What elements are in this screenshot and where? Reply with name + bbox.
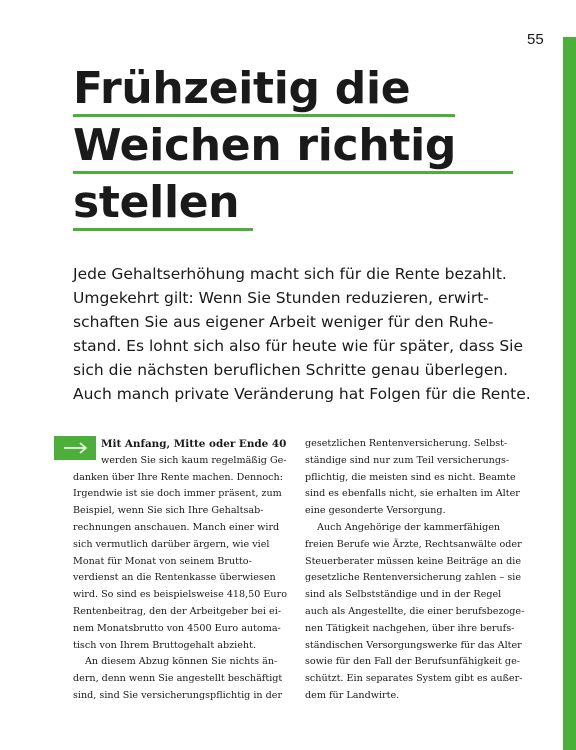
body-line: schützt. Ein separates System gibt es außer- (305, 673, 523, 685)
body-line: freien Berufe wie Ärzte, Rechtsanwälte oder (305, 538, 522, 550)
body-line: nen Tätigkeit nachgehen, über ihre berufs- (305, 622, 515, 634)
lead-line: Jede Gehaltserhöhung macht sich für die Rente bezahlt. (73, 265, 507, 283)
lead-line: stand. Es lohnt sich also für heute wie für später, dass Sie (73, 337, 524, 355)
page-title (73, 60, 456, 231)
body-line: danken über Ihre Rente machen. Dennoch: (73, 471, 283, 483)
body-line: Irgendwie ist sie doch immer präsent, zum (73, 488, 282, 500)
body-line: Beispiel, wenn Sie sich Ihre Gehaltsab- (73, 505, 264, 517)
page-number: 55 (527, 31, 544, 48)
title-line-1: Frühzeitig die (73, 60, 456, 117)
lead-line: sich die nächsten beruflichen Schritte genau überlegen. (73, 361, 509, 379)
body-line: sowie für den Fall der Berufsunfähigkeit ge- (305, 656, 520, 668)
title-line-3: stellen (73, 174, 456, 231)
body-line: tisch von Ihrem Bruttogehalt abzieht. (73, 639, 256, 651)
lead-line: Auch manch private Veränderung hat Folgen für die Rente. (73, 385, 531, 403)
body-line: ständischen Versorgungswerke für das Alter (305, 639, 522, 651)
title-line-2: Weichen richtig (73, 117, 456, 174)
body-line: dem für Landwirte. (305, 689, 400, 701)
page-edge-accent-bar (563, 37, 576, 750)
body-line: Monat für Monat von seinem Brutto- (73, 555, 252, 567)
body-line: auch als Angestellte, die einer berufsbezoge- (305, 605, 525, 617)
lead-paragraph (73, 262, 531, 406)
body-line: dern, denn wenn Sie angestellt beschäftigt (73, 673, 283, 685)
body-line: Steuerberater müssen keine Beiträge an die (305, 555, 521, 567)
body-line: gesetzliche Rentenversicherung zahlen – sie (305, 572, 522, 584)
body-column-left (73, 436, 289, 705)
body-line: Auch Angehörige der kammerfähigen (317, 521, 501, 533)
body-line: nem Monatsbrutto von 4500 Euro automa- (73, 622, 281, 634)
body-line: sind als Selbstständige und in der Regel (305, 589, 502, 601)
lead-in-heading: Mit Anfang, Mitte oder Ende 40 (101, 438, 287, 450)
body-line: eine gesonderte Versorgung. (305, 505, 446, 517)
body-line: pflichtig, die meisten sind es nicht. Beamte (305, 471, 516, 483)
body-line: An diesem Abzug können Sie nichts än- (85, 656, 278, 668)
body-line: sich vermutlich darüber ärgern, wie viel (73, 538, 270, 550)
body-line: ständige sind nur zum Teil versicherungs- (305, 454, 510, 466)
body-line: gesetzlichen Rentenversicherung. Selbst- (305, 438, 508, 449)
body-line: verdienst an die Rentenkasse überwiesen (73, 572, 276, 584)
body-line: wird. So sind es beispielsweise 418,50 Euro (73, 589, 287, 601)
body-line: Rentenbeitrag, den der Arbeitgeber bei ei- (73, 605, 282, 617)
lead-line: schaften Sie aus eigener Arbeit weniger für den Ruhe- (73, 313, 494, 331)
body-line: sind es ebenfalls nicht, sie erhalten im Alter (305, 488, 520, 500)
body-line: sind, sind Sie versicherungspflichtig in der (73, 689, 283, 701)
body-line: werden Sie sich kaum regelmäßig Ge- (101, 454, 287, 466)
body-line: rechnungen anschauen. Manch einer wird (73, 521, 280, 533)
title-underline (73, 228, 253, 231)
body-column-right (305, 436, 525, 705)
lead-line: Umgekehrt gilt: Wenn Sie Stunden reduzieren, erwirt- (73, 289, 489, 307)
